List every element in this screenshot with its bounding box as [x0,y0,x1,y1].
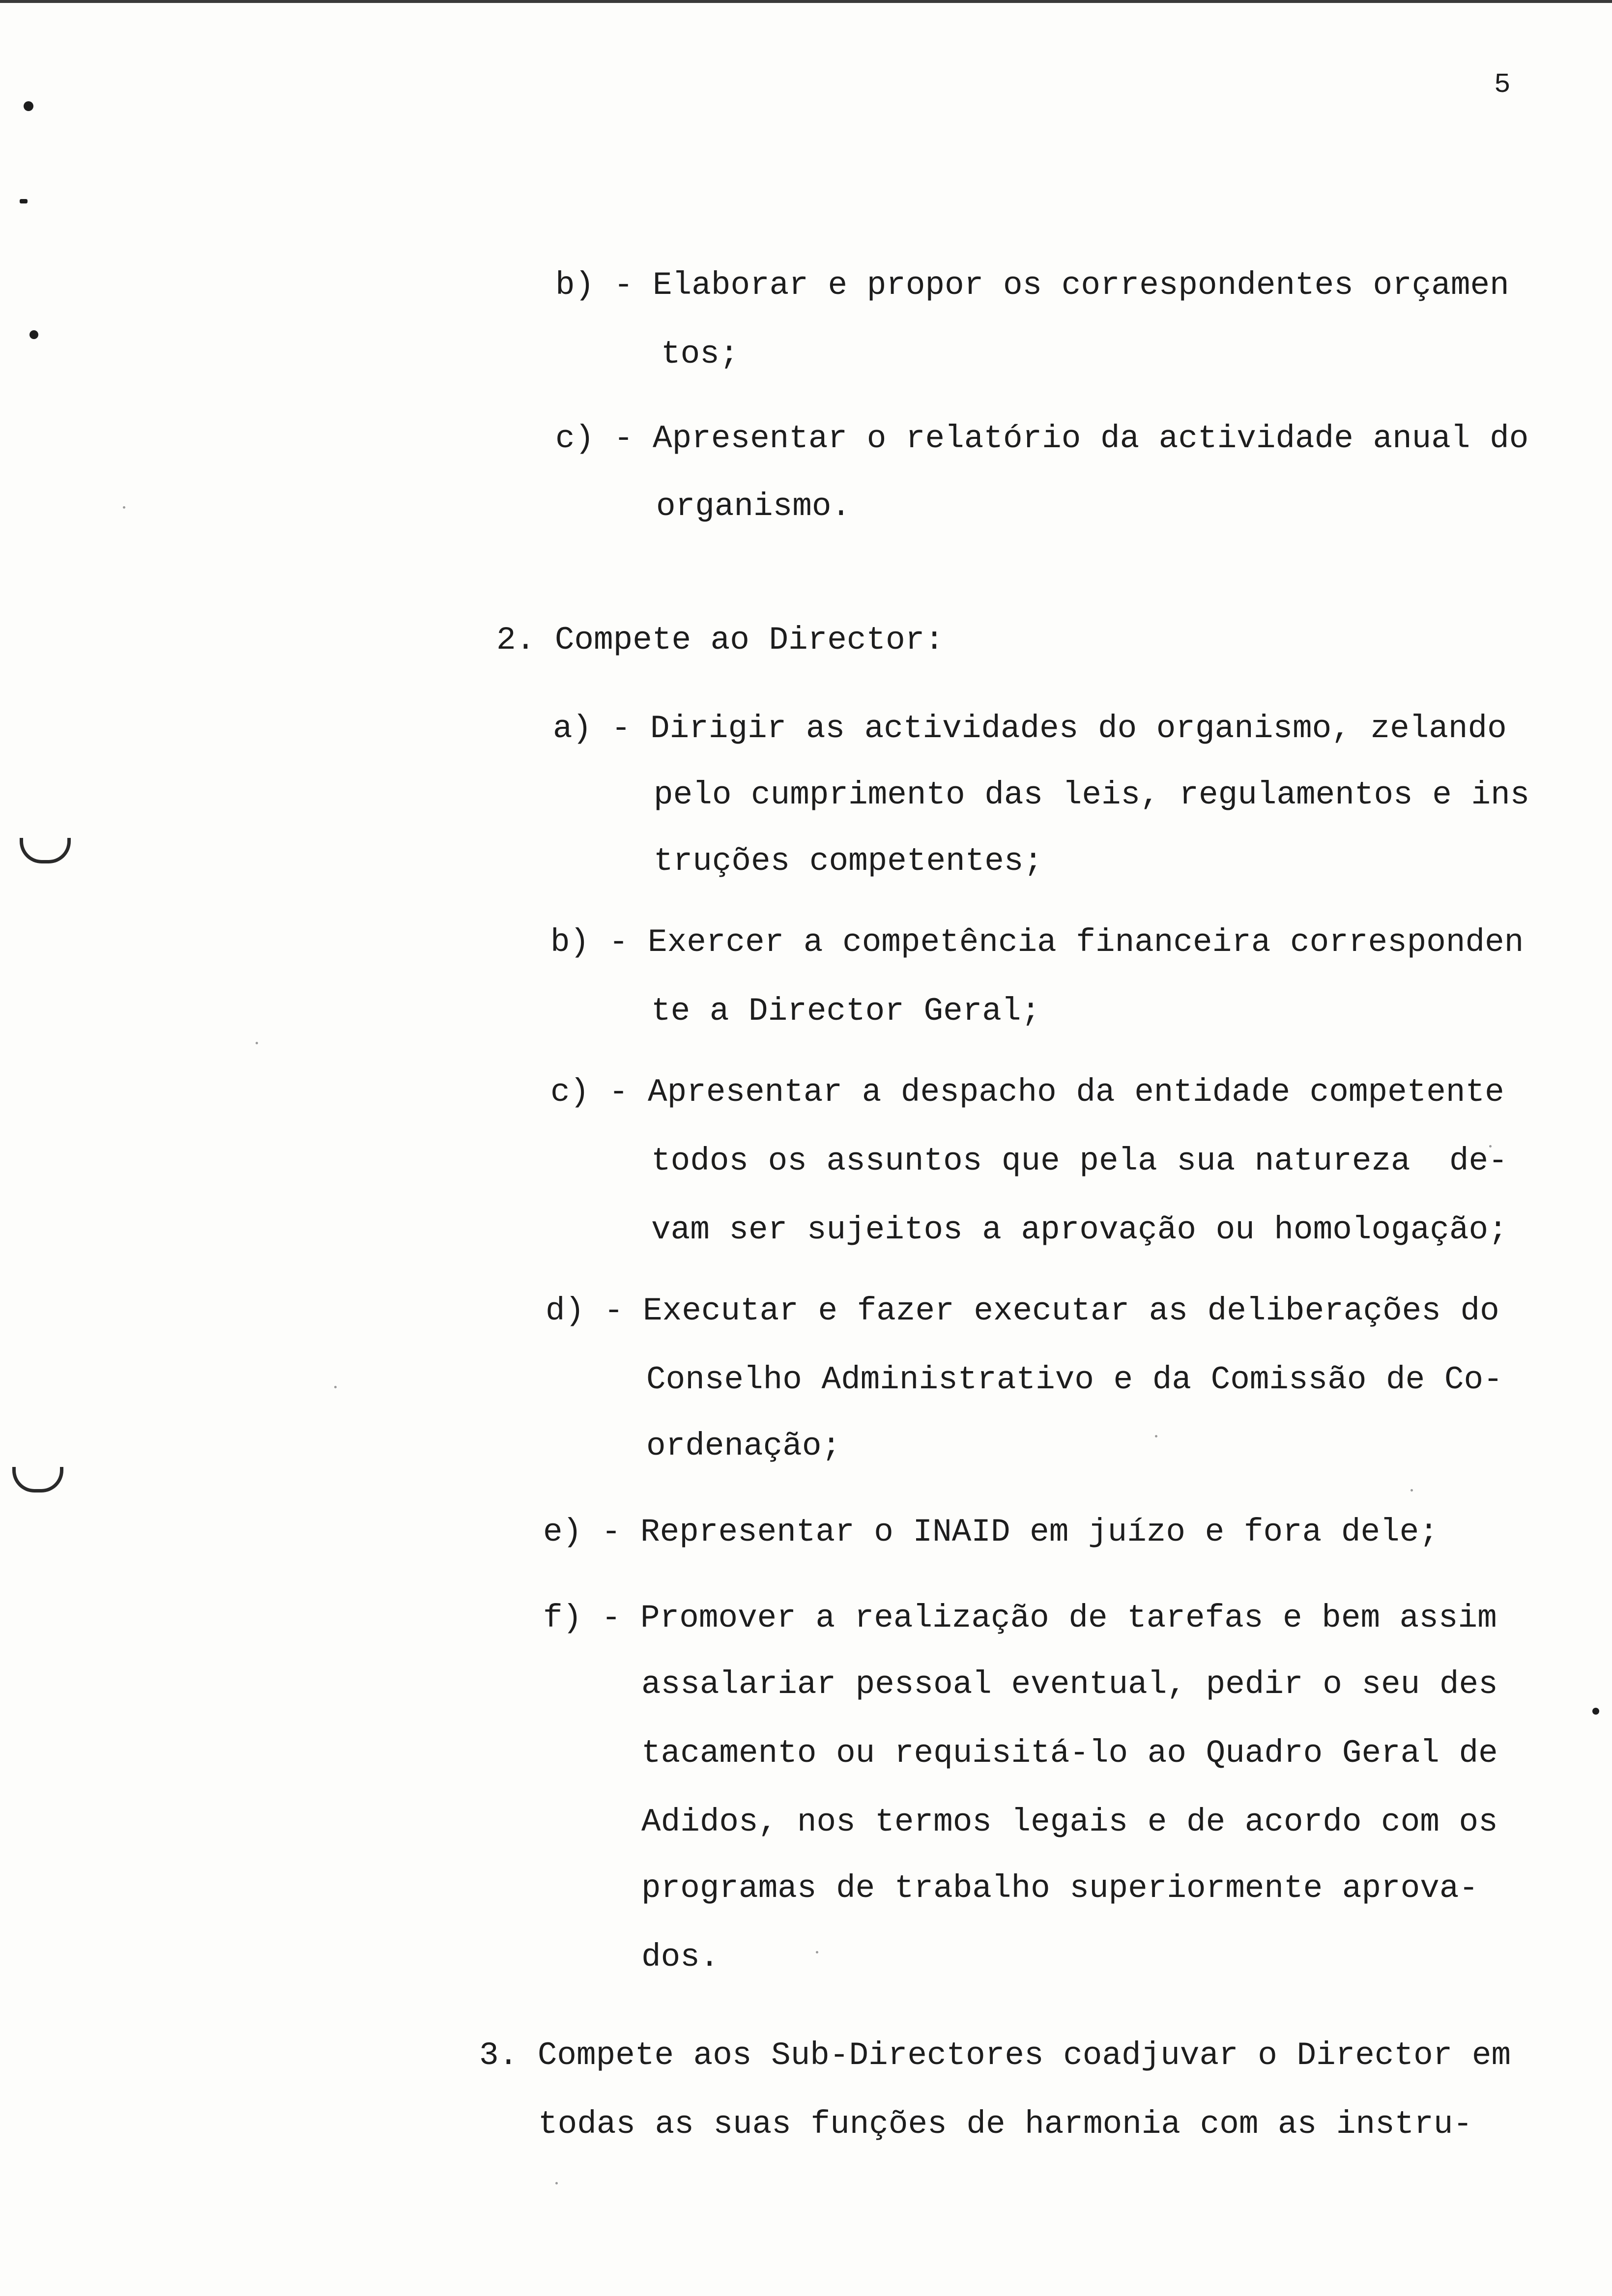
scan-speck [1410,1489,1413,1492]
item-2a-line-3: truções competentes; [654,843,1043,880]
scan-speck [256,1042,258,1044]
item-2a-line-1: a) - Dirigir as actividades do organismo, zelando [553,710,1507,747]
top-edge-line [0,0,1612,3]
item-2f-line-6: dos. [641,1939,720,1976]
section-3-line-2: todas as suas funções de harmonia com as instru- [538,2106,1473,2143]
scan-speck [555,2182,558,2184]
scan-speck [816,1951,818,1953]
scan-arc-mark [20,838,71,863]
section-3-line-1: 3. Compete aos Sub-Directores coadjuvar o Director em [479,2037,1511,2074]
item-2d-line-2: Conselho Administrativo e da Comissão de Co- [646,1361,1503,1398]
scan-speck [334,1386,337,1388]
scan-arc-mark [12,1467,63,1492]
scan-mark [20,199,28,203]
item-2d-line-3: ordenação; [646,1428,841,1464]
item-2b-line-2: te a Director Geral; [651,993,1041,1030]
item-1c-line-2: organismo. [656,488,851,525]
scan-mark [29,330,38,339]
item-1b-line-2: tos; [661,336,739,373]
item-2f-line-1: f) - Promover a realização de tarefas e bem assim [543,1600,1497,1636]
item-2c-line-1: c) - Apresentar a despacho da entidade competente [550,1074,1504,1111]
item-2e-line-1: e) - Representar o INAID em juízo e fora dele; [543,1514,1439,1550]
scan-mark [1592,1708,1599,1715]
item-2b-line-1: b) - Exercer a competência financeira corresponden [550,924,1524,961]
page-number: 5 [1494,69,1511,100]
item-2c-line-3: vam ser sujeitos a aprovação ou homologação; [651,1211,1508,1248]
item-1b-line-1: b) - Elaborar e propor os correspondentes orçamen [555,267,1509,304]
scan-mark [24,101,33,111]
section-2-heading: 2. Compete ao Director: [496,622,944,659]
item-2f-line-3: tacamento ou requisitá-lo ao Quadro Geral de [641,1735,1498,1772]
scan-speck [1155,1435,1157,1437]
scan-speck [123,506,125,509]
item-2f-line-2: assalariar pessoal eventual, pedir o seu des [641,1666,1498,1703]
item-2f-line-5: programas de trabalho superiormente aprova- [641,1870,1479,1907]
item-2a-line-2: pelo cumprimento das leis, regulamentos e ins [654,776,1530,813]
item-2d-line-1: d) - Executar e fazer executar as deliberações do [546,1292,1499,1329]
item-2f-line-4: Adidos, nos termos legais e de acordo com os [641,1804,1498,1840]
item-2c-line-2: todos os assuntos que pela sua natureza de- [651,1143,1508,1179]
item-1c-line-1: c) - Apresentar o relatório da actividade anual do [555,420,1529,457]
